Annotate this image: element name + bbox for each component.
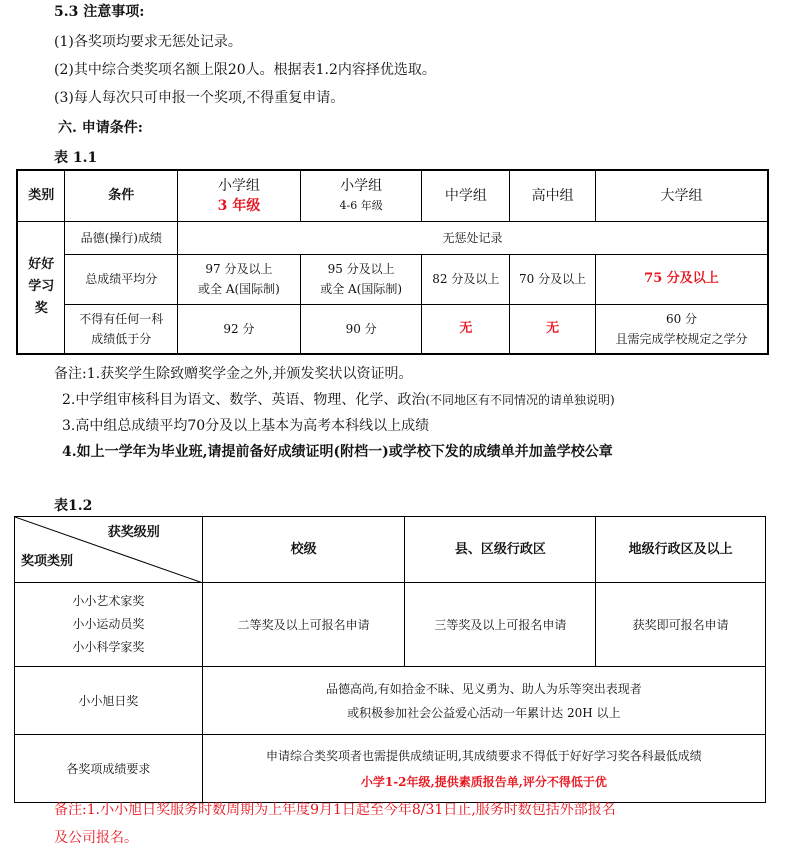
notice-item-1: (1)各奖项均要求无惩处记录。 [54,34,242,50]
row-min-g46: 90 分 [300,304,422,354]
header-college: 大学组 [595,170,768,221]
award-table [14,516,766,803]
corner-award-level: 获奖级别 [107,525,160,540]
note2-line1: 备注:1.小小旭日奖服务时数周期为上年度9月1日起至今年8/31日止,服务时数包括外部报名 [54,802,616,818]
notice-item-3: (3)每人每次只可申报一个奖项,不得重复申请。 [54,90,345,106]
row-avg-g3-line2: 或全 A(国际制) [198,282,280,296]
row3-line2: 小学1-2年级,提供素质报告单,评分不得低于优 [360,774,607,789]
requirements-table [16,169,769,355]
row-moral-label: 品德(操行)成绩 [65,221,178,254]
row-avg-g46-line1: 95 分及以上 [327,262,395,276]
header-primary-g3-grade: 3 年级 [217,197,261,214]
row3-requirement [202,735,765,803]
header-primary-g46-title: 小学组 [340,177,383,194]
header-condition: 条件 [65,170,178,221]
table2-corner [15,517,203,583]
row1-school: 二等奖及以上可报名申请 [202,583,405,667]
row-avg-college: 75 分及以上 [595,254,768,304]
row-avg-g46-line2: 或全 A(国际制) [320,282,403,296]
note1-line2-main: 2.中学组审核科目为语文、数学、英语、物理、化学、政治 [62,392,426,408]
header-primary-g3 [178,170,301,221]
notice-item-2: (2)其中综合类奖项名额上限20人。根据表1.2内容择优选取。 [54,62,436,78]
header-county-level: 县、区级行政区 [405,517,596,583]
row-min-middle: 无 [422,304,510,354]
header-school-level: 校级 [202,517,405,583]
header-category: 类别 [17,170,65,221]
row2-requirement [202,667,765,735]
row-min-label-line1: 不得有任何一科 [79,311,164,326]
award-scientist: 小小科学家奖 [72,640,145,654]
section-heading-5-3: 5.3 注意事项: [54,4,145,20]
row3-line1: 申请综合类奖项者也需提供成绩证明,其成绩要求不得低于好好学习奖各科最低成绩 [265,748,702,763]
header-primary-g46-grade: 4-6 年级 [339,198,383,212]
note1-line2 [62,390,615,410]
note1-line1: 备注:1.获奖学生除致赠奖学金之外,并颁发奖状以资证明。 [54,366,413,382]
row-avg-g3 [178,254,301,304]
header-middle: 中学组 [422,170,510,221]
row-avg-g46 [300,254,422,304]
corner-award-type: 奖项类别 [21,554,74,569]
header-city-level: 地级行政区及以上 [596,517,766,583]
award-sunrise: 小小旭日奖 [15,667,203,735]
row-min-g3: 92 分 [178,304,301,354]
row-min-college [595,304,768,354]
row-avg-g3-line1: 97 分及以上 [205,262,273,276]
note1-line2-paren: (不同地区有不同情况的请单独说明) [425,393,615,407]
row-avg-middle: 82 分及以上 [422,254,510,304]
row-min-high: 无 [510,304,596,354]
table1-label: 表 1.1 [54,150,98,166]
note2-line2: 及公司报名。 [54,830,138,846]
row-min-label-line2: 成绩低于分 [91,331,152,346]
section-heading-6: 六. 申请条件: [58,120,143,136]
award-athlete: 小小运动员奖 [72,617,145,631]
note1-line4: 4.如上一学年为毕业班,请提前备好成绩证明(附档一)或学校下发的成绩单并加盖学校公章 [62,444,613,460]
award-names-cell [15,583,203,667]
row1-city: 获奖即可报名申请 [596,583,766,667]
award-artist: 小小艺术家奖 [72,594,145,608]
header-primary-g3-title: 小学组 [217,177,260,194]
row-avg-high: 70 分及以上 [510,254,596,304]
row-min-college-line1: 60 分 [665,311,698,326]
table2-label: 表1.2 [54,498,93,514]
row-moral-value: 无惩处记录 [178,221,768,254]
row1-county: 三等奖及以上可报名申请 [405,583,596,667]
row2-line1: 品德高尚,有如拾金不昧、见义勇为、助人为乐等突出表现者 [325,681,642,696]
rowgroup-study-award: 好好学习奖 [17,221,65,354]
header-high: 高中组 [510,170,596,221]
header-primary-g46 [300,170,422,221]
row2-line2: 或积极参加社会公益爱心活动一年累计达 20H 以上 [347,705,621,720]
note1-line3: 3.高中组总成绩平均70分及以上基本为高考本科线以上成绩 [62,418,430,434]
grade-requirement-label: 各奖项成绩要求 [15,735,203,803]
row-avg-label: 总成绩平均分 [65,254,178,304]
row-min-college-line2: 且需完成学校规定之学分 [615,331,748,346]
row-min-label [65,304,178,354]
